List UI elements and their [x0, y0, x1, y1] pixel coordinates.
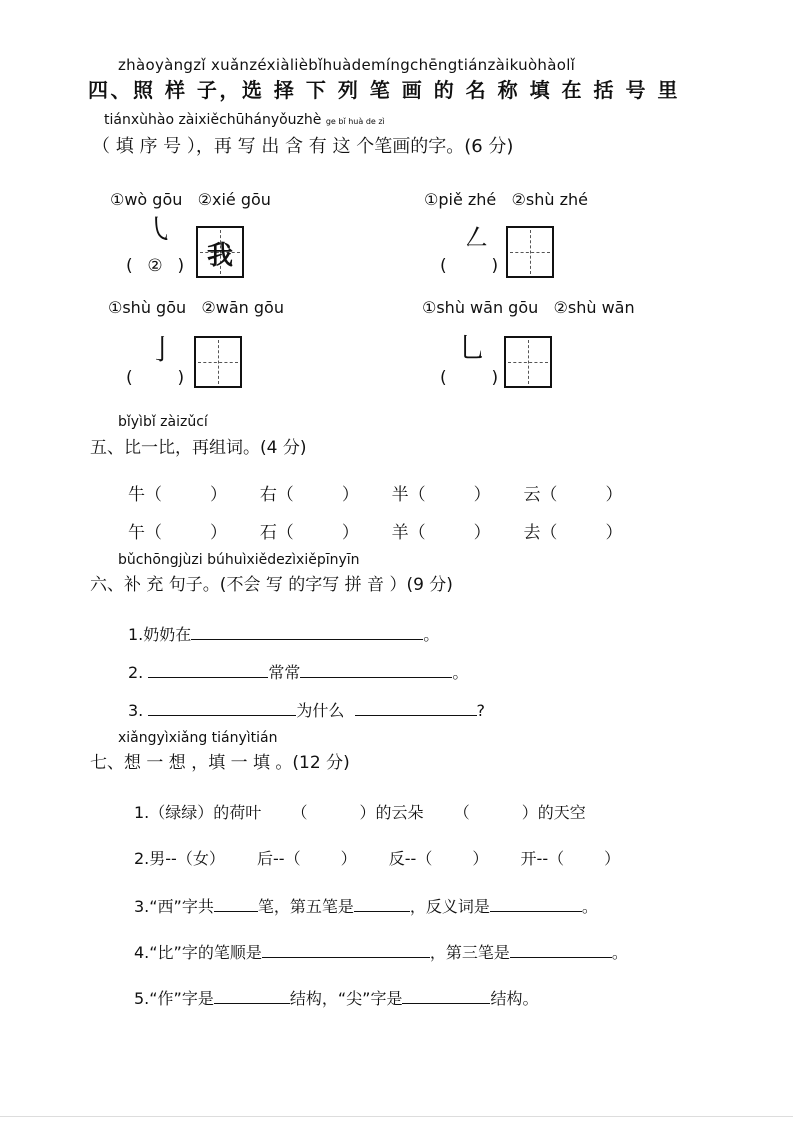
s7-q4-part1: 4.“比”字的笔顺是	[134, 943, 262, 962]
s7-q1-open1: （	[291, 803, 308, 822]
s7-q1	[134, 800, 586, 823]
s7-q4-part2: ，第三笔是	[429, 943, 510, 962]
s7-q4-blank1[interactable]	[262, 941, 430, 958]
s6-q2-blank1[interactable]	[148, 661, 268, 678]
s5-r1-c4-char: 云（	[523, 485, 558, 505]
s7-q2-close1: ）	[340, 849, 357, 868]
s5-r2-c3-char: 羊（	[391, 523, 426, 543]
s7-q3-part3: ，反义词是	[409, 897, 490, 916]
s7-q1-part1: 1.（绿绿）的荷叶	[134, 803, 262, 822]
s7-q3-blank2[interactable]	[354, 895, 410, 912]
s4-item2-answer-paren	[440, 256, 498, 276]
s6-q1-blank[interactable]	[191, 623, 423, 640]
s4-item4-options	[422, 298, 635, 317]
s4-item1-opt2: ②xié gōu	[197, 190, 271, 209]
s7-q4	[134, 940, 628, 963]
s7-q5-end: 结构。	[490, 989, 539, 1008]
s4-item2-paren-open: (	[440, 256, 447, 276]
s6-q2-mid: 常常	[268, 663, 301, 682]
s6-q3	[128, 698, 485, 721]
s6-q2-prefix: 2.	[128, 663, 144, 682]
s5-r1-c1-char: 牛（	[128, 485, 162, 505]
s4-item4-stroke: 乚	[458, 331, 487, 364]
section4-pinyin-line2	[104, 112, 385, 128]
s4-item4-writing-grid[interactable]	[504, 336, 552, 388]
s4-item2-options	[424, 190, 588, 209]
s4-item1-options	[110, 190, 271, 209]
s5-r2-c1-char: 午（	[128, 523, 162, 543]
s4-item4-paren-open: (	[440, 368, 447, 388]
s7-q2-close2: ）	[472, 849, 489, 868]
s7-q3-part2: 笔，第五笔是	[257, 897, 354, 916]
s6-q3-mid: 为什么	[296, 701, 345, 720]
s4-item1-paren-close: )	[177, 256, 185, 276]
s7-q1-part2: ）的云朵	[359, 803, 424, 822]
s7-q5	[134, 986, 538, 1009]
section6-pinyin: bǔchōngjùzi búhuìxiědezìxiěpīnyīn	[118, 552, 360, 568]
s4-item4-opt1: ①shù wān gōu	[422, 298, 539, 317]
s7-q2-open1: 后--（	[257, 849, 301, 868]
s7-q3-blank1[interactable]	[214, 895, 258, 912]
s4-item4-paren-close: )	[491, 368, 499, 388]
s4-item2-writing-grid[interactable]	[506, 226, 554, 278]
s4-item4-opt2: ②shù wān	[553, 298, 635, 317]
section4-heading: 四、照 样 子，选 择 下 列 笔 画 的 名 称 填 在 括 号 里	[88, 78, 680, 102]
s4-item2-opt2: ②shù zhé	[511, 190, 588, 209]
s7-q5-part1: 5.“作”字是	[134, 989, 214, 1008]
s7-q3	[134, 894, 598, 917]
s7-q1-open2: （	[453, 803, 470, 822]
s4-item3-stroke: 亅	[148, 333, 177, 366]
s5-r2-c1-close: ）	[210, 523, 227, 543]
section7-pinyin: xiǎngyìxiǎng tiányìtián	[118, 730, 278, 746]
s4-item1-writing-grid[interactable]	[196, 226, 244, 278]
s4-item3-options	[108, 298, 284, 317]
s6-q1-end: 。	[423, 625, 440, 644]
s4-item3-answer-paren	[126, 368, 184, 388]
s6-q1-prefix: 1.奶奶在	[128, 625, 192, 644]
s5-r1-c3-char: 半（	[391, 485, 426, 505]
s4-item1-opt1: ①wò gōu	[110, 190, 183, 209]
s6-q3-blank1[interactable]	[148, 699, 296, 716]
s6-q2	[128, 660, 468, 683]
s4-item3-writing-grid[interactable]	[194, 336, 242, 388]
s5-r2-c4-char: 去（	[523, 523, 558, 543]
s7-q1-part3: ）的天空	[521, 803, 586, 822]
s4-item1-answer-paren	[126, 256, 184, 276]
s4-item1-stroke: ㇂	[146, 213, 175, 246]
section5-row1	[128, 480, 688, 505]
s4-item3-paren-close: )	[177, 368, 185, 388]
s4-item2-opt1: ①piě zhé	[424, 190, 497, 209]
s5-r2-c2-close: ）	[341, 523, 359, 543]
s7-q4-blank2[interactable]	[510, 941, 612, 958]
section7-heading: 七、想 一 想 ，填 一 填 。(12 分)	[90, 753, 350, 773]
s4-item1-char: 我	[206, 241, 233, 271]
s6-q3-end: ?	[476, 701, 486, 720]
section4-pinyin2-main: tiánxùhào zàixiěchūhányǒuzhè	[104, 112, 322, 128]
s7-q5-part2: 结构，“尖”字是	[289, 989, 403, 1008]
s4-item2-stroke: ㇜	[462, 221, 491, 254]
section5-pinyin: bǐyìbǐ zàizǔcí	[118, 414, 208, 430]
page-bottom-edge	[0, 1116, 793, 1117]
s5-r1-c3-close: ）	[473, 485, 491, 505]
section4-pinyin-line1: zhàoyàngzǐ xuǎnzéxiàlièbǐhuàdemíngchēngtiánzàikuòhàolǐ	[118, 56, 576, 74]
s7-q3-part1: 3.“西”字共	[134, 897, 214, 916]
s6-q2-blank2[interactable]	[300, 661, 452, 678]
s7-q3-end: 。	[581, 897, 598, 916]
s6-q3-blank2[interactable]	[355, 699, 477, 716]
s6-q3-prefix: 3.	[128, 701, 144, 720]
s5-r2-c2-char: 石（	[259, 523, 294, 543]
s7-q2-open2: 反--（	[388, 849, 433, 868]
s7-q2-close3: ）	[604, 849, 621, 868]
s4-item1-paren-open: (	[126, 256, 133, 276]
s7-q2-open3: 开--（	[520, 849, 565, 868]
s4-item3-opt2: ②wān gōu	[201, 298, 284, 317]
s6-q2-end: 。	[452, 663, 469, 682]
s7-q5-blank2[interactable]	[402, 987, 490, 1004]
s7-q2-part1: 2.男--（女）	[134, 849, 225, 868]
s5-r1-c2-char: 右（	[259, 485, 294, 505]
s4-item3-opt1: ①shù gōu	[108, 298, 187, 317]
s7-q2	[134, 846, 620, 869]
s7-q5-blank1[interactable]	[214, 987, 290, 1004]
s4-item2-paren-close: )	[491, 256, 499, 276]
s5-r1-c1-close: ）	[210, 485, 227, 505]
s7-q4-end: 。	[611, 943, 628, 962]
s5-r1-c2-close: ）	[341, 485, 359, 505]
section4-pinyin2-small: ge bǐ huà de zì	[325, 117, 385, 126]
section6-heading: 六、补 充 句子。(不会 写 的字写 拼 音 ）(9 分)	[90, 575, 453, 595]
s4-item1-answer[interactable]: ②	[147, 256, 163, 276]
s4-item3-paren-open: (	[126, 368, 133, 388]
section4-heading2: （ 填 序 号 ），再 写 出 含 有 这 个笔画的字。(6 分)	[92, 136, 514, 157]
section5-row2	[128, 518, 688, 543]
s7-q3-blank3[interactable]	[490, 895, 582, 912]
section5-heading: 五、比一比，再组词。(4 分)	[90, 438, 307, 458]
s4-item4-answer-paren	[440, 368, 498, 388]
s6-q1	[128, 622, 439, 645]
s5-r1-c4-close: ）	[605, 485, 623, 505]
s5-r2-c3-close: ）	[473, 523, 491, 543]
s5-r2-c4-close: ）	[605, 523, 623, 543]
